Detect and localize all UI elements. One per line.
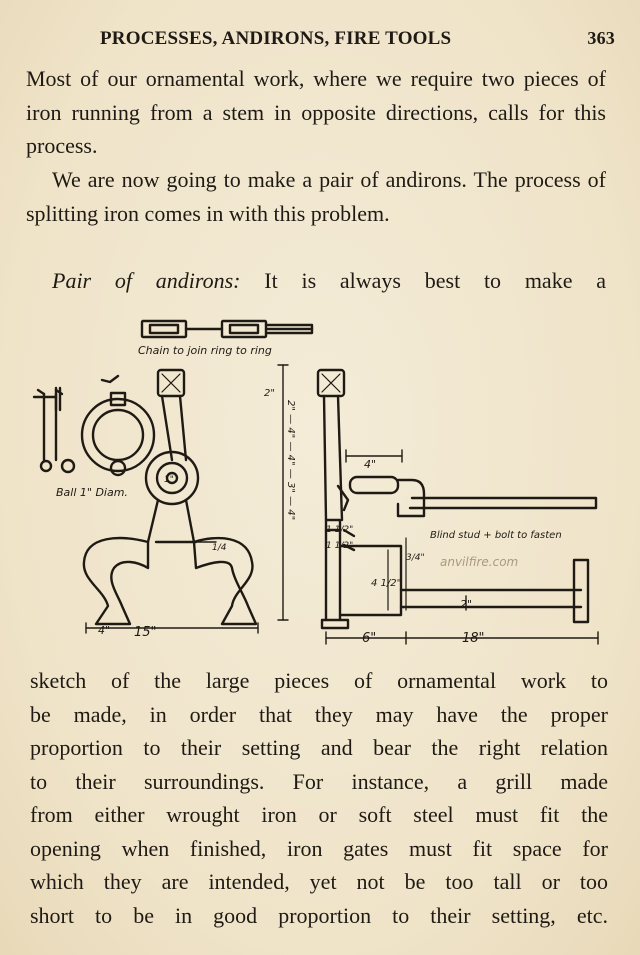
andiron-drawing [26, 310, 611, 655]
paragraph-1: Most of our ornamental work, where we require two pieces of iron running from a stem in opposite directions, calls for this process. [26, 66, 606, 158]
watermark-text: anvilfire.com [440, 555, 519, 569]
dim-4-top-label: 4" [364, 458, 377, 471]
paragraph-4-line: sketch of the large pieces of ornamental work to [30, 668, 608, 693]
ball-label: Ball 1" Diam. [56, 486, 128, 499]
dim-vertical-label: 2" — 4" — 4" — 3" — 4" [285, 400, 296, 521]
andiron-sketch-figure [26, 310, 611, 655]
paragraph-4-line: opening when finished, iron gates must fit space for [30, 835, 608, 861]
dim-4-half-label: 4 1/2" [371, 578, 402, 589]
dim-6-label: 6" [362, 631, 377, 646]
dim-3-4-label: 3/4" [406, 553, 425, 563]
paragraph-4-line: which they are intended, yet not be too tall or too [30, 869, 608, 894]
page-number: 363 [587, 28, 615, 48]
dim-18-label: 18" [462, 631, 485, 646]
paragraph-3-line [26, 264, 606, 298]
dim-1-inch-label: 1" [164, 475, 174, 485]
chain-drawing [142, 321, 312, 337]
paragraph-4-line: proportion to their setting and bear the right relation [30, 735, 608, 760]
dim-2-right-label: 2" [264, 388, 275, 399]
running-head [100, 28, 615, 52]
chapter-title: PROCESSES, ANDIRONS, FIRE TOOLS [100, 28, 452, 49]
dim-2-label: 2" [460, 598, 473, 611]
paragraph-4-line: be made, in order that they may have the proper [30, 701, 608, 727]
paragraph-3-text: It is always best to make a [240, 268, 606, 293]
paragraph-4 [30, 664, 608, 932]
paragraph-3 [26, 264, 606, 298]
paragraph-2: We are now going to make a pair of andirons. The process of splitting iron comes in with this problem. [26, 167, 606, 226]
paragraph-4-line: from either wrought iron or soft steel must fit the [30, 802, 608, 827]
side-view-drawing [318, 370, 596, 628]
chain-label: Chain to join ring to ring [138, 344, 272, 357]
stud-label: Blind stud + bolt to fasten [430, 530, 562, 541]
paragraph-4-line: to their surroundings. For instance, a grill made [30, 768, 608, 794]
paragraph-4-line: short to be in good proportion to their setting, etc. [30, 902, 608, 928]
dim-1-half-b-label: 1 1/2" [326, 541, 354, 551]
italic-lead-in: Pair of andirons: [52, 268, 241, 293]
dim-4-base-label: 4" [98, 624, 111, 637]
dim-15-label: 15" [134, 625, 157, 640]
ring-detail-drawing [34, 376, 154, 475]
front-view-drawing [84, 370, 258, 633]
dim-1-4-label: 1/4 [212, 543, 227, 553]
dim-1-half-label: 1 1/2" [326, 525, 354, 535]
